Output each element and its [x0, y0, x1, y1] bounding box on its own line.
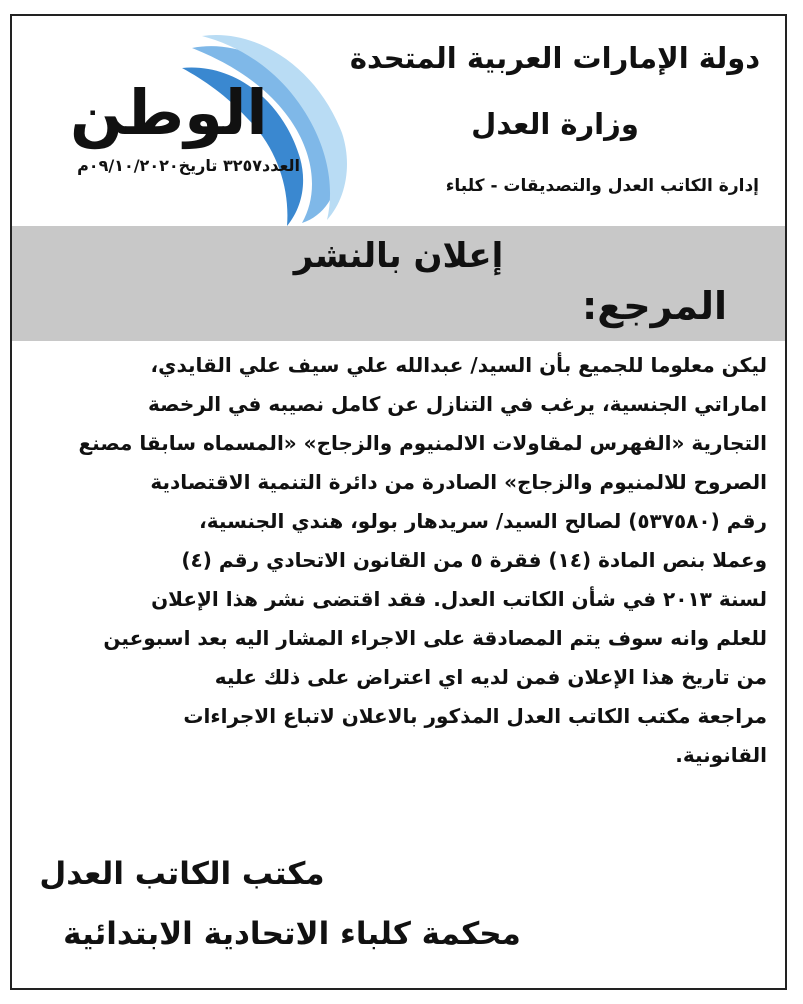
signature-office: مكتب الكاتب العدل: [39, 856, 325, 892]
newspaper-logo: الوطن: [70, 76, 268, 149]
header: [12, 16, 785, 226]
body-line: القانونية.: [675, 743, 767, 767]
body-line: لسنة ٢٠١٣ في شأن الكاتب العدل. فقد اقتضى نشر هذا الإعلان: [151, 587, 767, 611]
body-line: الصروح للالمنيوم والزجاج» الصادرة من دائرة التنمية الاقتصادية: [150, 470, 767, 494]
body-line: مراجعة مكتب الكاتب العدل المذكور بالاعلان لاتباع الاجراءات: [183, 704, 767, 728]
ministry-name: وزارة العدل: [471, 107, 639, 141]
department-name: إدارة الكاتب العدل والتصديقات - كلباء: [445, 176, 759, 196]
issue-line: العدد٣٢٥٧ تاريخ٠٩/١٠/٢٠٢٠م: [77, 156, 300, 175]
state-name: دولة الإمارات العربية المتحدة: [349, 41, 761, 75]
body-line: رقم (٥٣٧٥٨٠) لصالح السيد/ سريدهار بولو، هندي الجنسية،: [199, 509, 767, 533]
ministry-header: [345, 34, 765, 196]
body-line: ليكن معلوما للجميع بأن السيد/ عبدالله علي سيف علي القايدي،: [150, 353, 767, 377]
reference-label: المرجع:: [582, 284, 727, 328]
body-line: التجارية «الفهرس لمقاولات الالمنيوم والزجاج» «المسماه سابقا مصنع: [78, 431, 767, 455]
announcement-body: [27, 346, 767, 775]
body-line: وعملا بنص المادة (١٤) فقرة ٥ من القانون الاتحادي رقم (٤): [181, 548, 767, 572]
body-line: اماراتي الجنسية، يرغب في التنازل عن كامل نصيبه في الرخصة: [148, 392, 767, 416]
announcement-title: إعلان بالنشر: [293, 236, 504, 276]
body-line: للعلم وانه سوف يتم المصادقة على الاجراء المشار اليه بعد اسبوعين: [103, 626, 767, 650]
announcement-frame: [10, 14, 787, 990]
signature-court: محكمة كلباء الاتحادية الابتدائية: [63, 916, 521, 952]
body-line: من تاريخ هذا الإعلان فمن لديه اي اعتراض على ذلك عليه: [214, 665, 767, 689]
